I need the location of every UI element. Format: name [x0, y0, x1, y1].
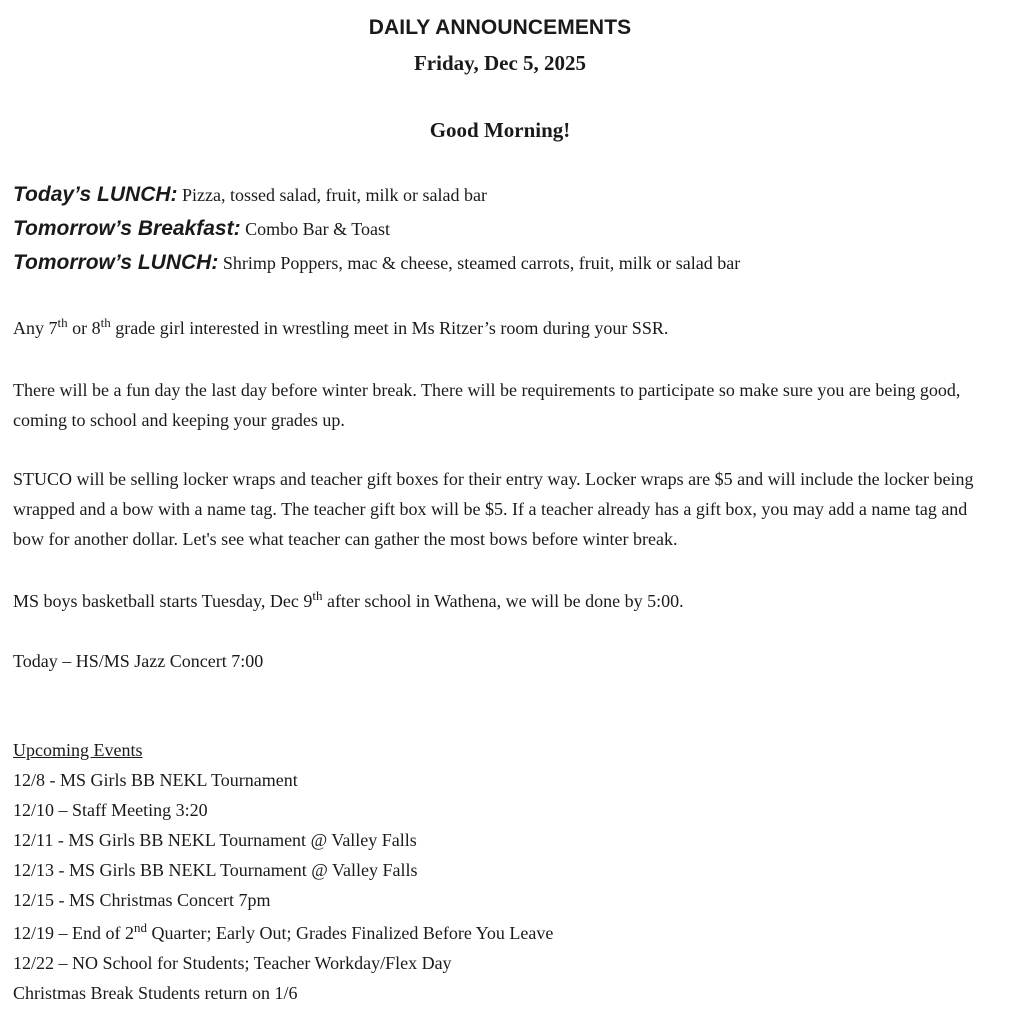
quarter-end-text-1: 12/19 – End of 2 [13, 923, 134, 943]
document-title: DAILY ANNOUNCEMENTS [368, 16, 632, 39]
fun-day-announcement: There will be a fun day the last day before winter break. There will be requirements to participate so make sure you are being good, coming to school and keeping your grades up. [13, 380, 961, 430]
meal-label: Tomorrow’s Breakfast: [13, 217, 241, 240]
wrestling-text-3: grade girl interested in wrestling meet in Ms Ritzer’s room during your SSR. [110, 318, 669, 338]
wrestling-announcement [13, 315, 669, 339]
meal-today-lunch [13, 183, 487, 207]
meal-label: Today’s LUNCH: [13, 183, 178, 206]
document-date: Friday, Dec 5, 2025 [413, 51, 587, 75]
basketball-announcement [13, 588, 684, 612]
event-item: 12/10 – Staff Meeting 3:20 [13, 800, 208, 820]
basketball-text-2: after school in Wathena, we will be done by 5:00. [322, 591, 684, 611]
today-event: Today – HS/MS Jazz Concert 7:00 [13, 651, 264, 671]
event-item: 12/11 - MS Girls BB NEKL Tournament @ Valley Falls [13, 830, 417, 850]
event-item-quarter-end [13, 920, 554, 944]
stuco-announcement: STUCO will be selling locker wraps and teacher gift boxes for their entry way. Locker wraps are $5 and will include the locker being wrapped and a bow with a name tag. The teacher gift box will be $5. If a teacher already has a gift box, you may add a name tag and bow for another dollar. Let's see what teacher can gather the most bows before winter break. [13, 469, 974, 549]
meal-label: Tomorrow’s LUNCH: [13, 251, 219, 274]
event-item: 12/13 - MS Girls BB NEKL Tournament @ Valley Falls [13, 860, 418, 880]
event-item: Christmas Break Students return on 1/6 [13, 983, 298, 1003]
event-item: 12/15 - MS Christmas Concert 7pm [13, 890, 271, 910]
quarter-end-text-2: Quarter; Early Out; Grades Finalized Before You Leave [147, 923, 554, 943]
basketball-sup: th [312, 588, 323, 603]
upcoming-events-heading: Upcoming Events [13, 740, 143, 760]
meal-tomorrow-lunch [13, 251, 740, 275]
wrestling-sup-1: th [57, 315, 68, 330]
wrestling-text-1: Any 7 [13, 318, 58, 338]
wrestling-sup-2: th [100, 315, 111, 330]
meal-text: Shrimp Poppers, mac & cheese, steamed carrots, fruit, milk or salad bar [222, 253, 741, 273]
wrestling-text-2: or 8 [67, 318, 101, 338]
basketball-text-1: MS boys basketball starts Tuesday, Dec 9 [13, 591, 313, 611]
event-item: 12/22 – NO School for Students; Teacher Workday/Flex Day [13, 953, 452, 973]
event-item: 12/8 - MS Girls BB NEKL Tournament [13, 770, 298, 790]
quarter-end-sup: nd [134, 920, 147, 935]
greeting: Good Morning! [429, 118, 571, 142]
meal-text: Pizza, tossed salad, fruit, milk or salad bar [182, 185, 487, 205]
meal-text: Combo Bar & Toast [245, 219, 390, 239]
meal-tomorrow-breakfast [13, 217, 390, 241]
